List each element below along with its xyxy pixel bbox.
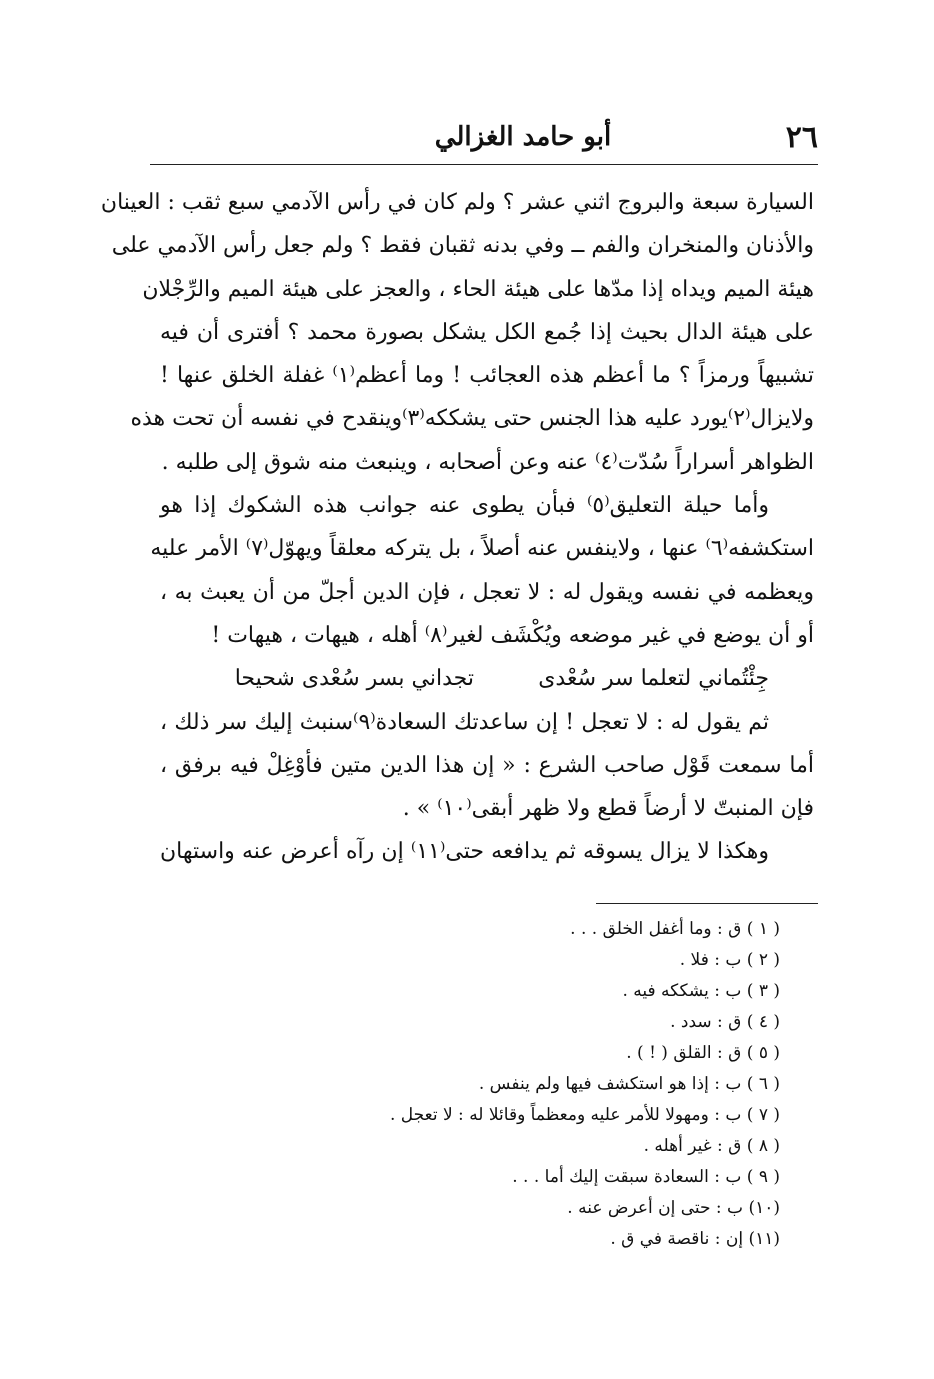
header-rule bbox=[150, 164, 818, 165]
footnote: ( ١ ) ق : وما أغفل الخلق . . . bbox=[570, 919, 780, 939]
page-header bbox=[150, 118, 818, 164]
footnote: ( ٩ ) ب : السعادة سبقت إليك أما . . . bbox=[512, 1167, 780, 1187]
footnote: (١١) إن : ناقصة في ق . bbox=[610, 1229, 780, 1249]
footnote: ( ٤ ) ق : سدد . bbox=[670, 1012, 780, 1032]
text-line: والأذنان والمنخران والفم ــ وفي بدنه ثقبان فقط ؟ ولم جعل رأس الآدمي على bbox=[111, 233, 814, 259]
footnote: ( ٦ ) ب : إذا هو استكشف فيها ولم ينفس . bbox=[478, 1074, 780, 1094]
text-line: السيارة سبعة والبروج اثني عشر ؟ ولم كان في رأس الآدمي سبع ثقب : العينان bbox=[100, 190, 814, 215]
poem-verse bbox=[160, 657, 814, 700]
text-line: ويعظمه في نفسه ويقول له : لا تعجل ، فإن الدين أجلّ من أن يعبث به ، bbox=[160, 579, 814, 605]
footnote: ( ٥ ) ق : القلق ( ! ) . bbox=[626, 1043, 780, 1063]
paragraph-start: وأما حيلة التعليق⁽٥⁾ فبأن يطوى عنه جوانب هذه الشكوك إذا هو bbox=[160, 493, 769, 519]
text-line: ولايزال⁽٢⁾يورد عليه هذا الجنس حتى يشككه⁽٣⁾وينقدح في نفسه أن تحت هذه bbox=[130, 406, 814, 432]
footnote: ( ٢ ) ب : فلا . bbox=[679, 950, 780, 970]
page-number: ٢٦ bbox=[785, 120, 818, 155]
footnote: (١٠) ب : حتى إن أعرض عنه . bbox=[567, 1198, 780, 1218]
text-line: استكشفه⁽٦⁾ عنها ، ولاينفس عنه أصلاً ، بل يتركه معلقاً ويهوّل⁽٧⁾ الأمر عليه bbox=[150, 536, 814, 562]
text-line: أما سمعت قَوْل صاحب الشرع : « إن هذا الدين متين فأوْغِلْ فيه برفق ، bbox=[160, 752, 814, 778]
paragraph-start: ثم يقول له : لا تعجل ! إن ساعدتك السعادة⁽٩⁾سنبث إليك سر ذلك ، bbox=[160, 709, 769, 735]
text-line: فإن المنبتّ لا أرضاً قطع ولا ظهر أبقى⁽١٠⁾ » . bbox=[402, 796, 814, 822]
text-line: على هيئة الدال بحيث إذا جُمع الكل يشكل بصورة محمد ؟ أفترى أن فيه bbox=[160, 319, 814, 345]
paragraph-start: وهكذا لا يزال يسوقه ثم يدافعه حتى⁽١١⁾ إن رآه أعرض عنه واستهان bbox=[160, 839, 769, 865]
text-line: هيئة الميم ويداه إذا مدّها على هيئة الحاء ، والعجز على هيئة الميم والرِّجْلان bbox=[142, 276, 814, 302]
footnote-rule bbox=[596, 903, 818, 904]
footnote: ( ٨ ) ق : غير أهله . bbox=[643, 1136, 780, 1156]
footnote: ( ٣ ) ب : يشككه فيه . bbox=[622, 981, 780, 1001]
poem-second-hemistich: تجداني بسر سُعْدى شحيحا bbox=[234, 666, 474, 692]
footnote: ( ٧ ) ب : ومهولا للأمر عليه ومعظماً وقائلا له : لا تعجل . bbox=[389, 1105, 780, 1125]
main-text bbox=[100, 181, 814, 874]
footnotes bbox=[300, 914, 780, 1255]
running-title: أبو حامد الغزالي bbox=[434, 122, 612, 152]
text-line: أو أن يوضع في غير موضعه ويُكْشَف لغير⁽٨⁾ أهله ، هيهات ، هيهات ! bbox=[211, 622, 814, 648]
poem-first-hemistich: جِئْتُماني لتعلما سر سُعْدى bbox=[538, 666, 769, 692]
text-line: الظواهر أسراراً سُدّت⁽٤⁾ عنه وعن أصحابه ، وينبعث منه شوق إلى طلبه . bbox=[161, 449, 814, 475]
text-line: تشبيهاً ورمزاً ؟ ما أعظم هذه العجائب ! وما أعظم⁽١⁾ غفلة الخلق عنها ! bbox=[160, 363, 814, 389]
